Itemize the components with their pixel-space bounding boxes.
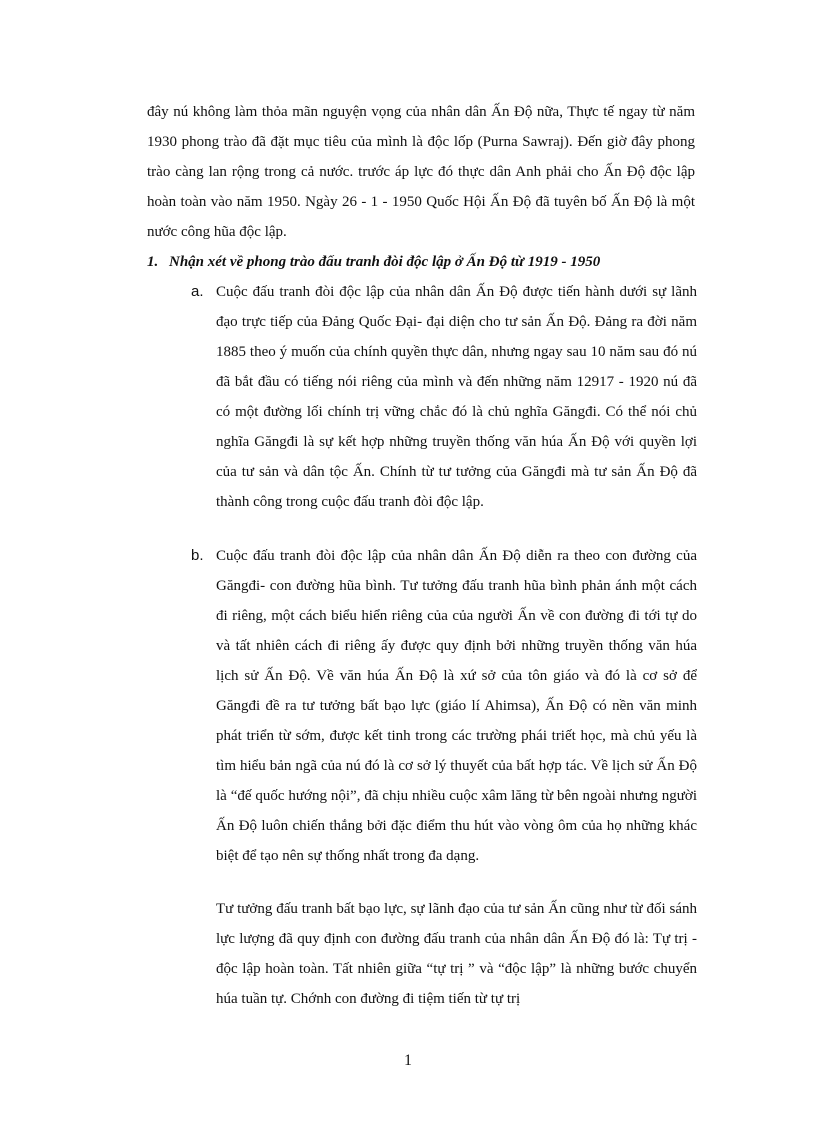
list-item-a-text: Cuộc đấu tranh đòi độc lập của nhân dân Ấn Độ được tiến hành dưới sự lãnh đạo trực tiếp của Đảng Quốc Đại- đại diện cho tư sản Ấn Độ. Đảng ra đời năm 1885 theo ý muốn của chính quyền thực dân, nhưng ngay sau 10 năm sau đó nú đã bắt đầu có tiếng nói riêng của mình và đến những năm 12917 - 1920 nú đã có một đường lối chính trị vững chắc đó là chủ nghĩa Găngđi. Có thể nói chủ nghĩa Găngđi là sự kết hợp những truyền thống văn húa Ấn Độ với quyền lợi của tư sản và dân tộc Ấn. Chính từ tư tưởng của Găngđi mà tư sản Ấn Độ đã thành công trong cuộc đấu tranh đòi độc lập. xyxy=(216,284,697,510)
section-heading xyxy=(147,247,600,277)
page-number: 1 xyxy=(404,1052,412,1069)
section-number: 1. xyxy=(147,254,159,270)
intro-paragraph: đây nú không làm thỏa mãn nguyện vọng của nhân dân Ấn Độ nữa, Thực tế ngay từ năm 1930 phong trào đã đặt mục tiêu của mình là độc lốp (Purna Sawraj). Đến giờ đây phong trào càng lan rộng trong cả nước. trước áp lực đó thực dân Anh phải cho Ấn Độ độc lập hoàn toàn vào năm 1950. Ngày 26 - 1 - 1950 Quốc Hội Ấn Độ đã tuyên bố Ấn Độ là một nước công hũa độc lập. xyxy=(147,104,695,240)
list-marker-b: b. xyxy=(191,547,204,564)
list-marker-a: a. xyxy=(191,283,204,300)
continuation-paragraph: Tư tưởng đấu tranh bất bạo lực, sự lãnh đạo của tư sản Ấn cũng như từ đối sánh lực lượng đã quy định con đường đấu tranh của nhân dân Ấn Độ đó là: Tự trị - độc lập hoàn toàn. Tất nhiên giữa “tự trị ” và “độc lập” là những bước chuyển húa tuần tự. Chớnh con đường đi tiệm tiến từ tự trị xyxy=(216,901,697,1007)
section-title: Nhận xét về phong trào đấu tranh đòi độc lập ở Ấn Độ từ 1919 - 1950 xyxy=(169,254,601,270)
list-item-b-text: Cuộc đấu tranh đòi độc lập của nhân dân Ấn Độ diễn ra theo con đường của Găngđi- con đường hũa bình. Tư tưởng đấu tranh hũa bình phản ánh một cách đi riêng, một cách biểu hiển riêng của của người Ấn về con đường đi tới tự do và tất nhiên cách đi riêng ấy được quy định bởi những truyền thống văn húa lịch sử Ấn Độ. Về văn húa Ấn Độ là xứ sở của tôn giáo và đó là cơ sở để Găngđi đề ra tư tưởng bất bạo lực (giáo lí Ahimsa), Ấn Độ có nền văn minh phát triển từ sớm, được kết tinh trong các trường phái triết học, mà chủ yếu là tìm hiểu bản ngã của nú đó là cơ sở lý thuyết của bất hợp tác. Về lịch sử Ấn Độ là “đế quốc hướng nội”, đã chịu nhiều cuộc xâm lăng từ bên ngoài nhưng người Ấn Độ luôn chiến thắng bởi đặc điểm thu hút vào vòng ôm của họ những khác biệt để tạo nên sự thống nhất trong đa dạng. xyxy=(216,548,697,864)
